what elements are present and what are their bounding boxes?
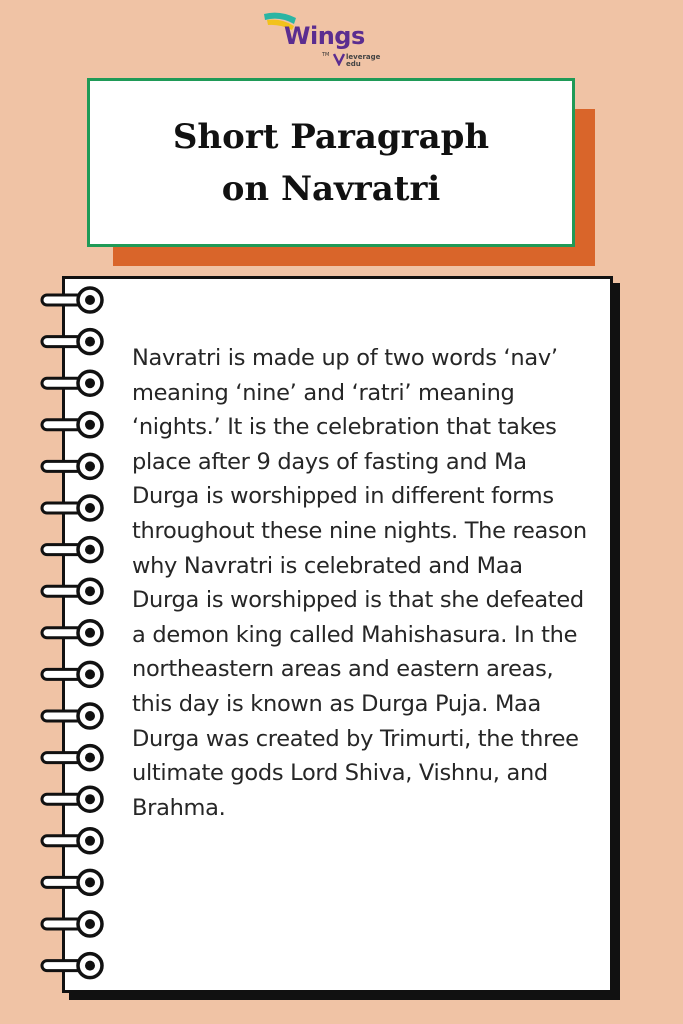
spiral-ring-icon	[42, 621, 102, 645]
spiral-ring-icon	[42, 371, 102, 395]
spiral-ring-icon	[42, 496, 102, 520]
spiral-ring-icon	[42, 288, 102, 312]
leverage-edu-label	[346, 54, 380, 68]
title-card	[87, 78, 575, 247]
notebook-page	[62, 276, 613, 993]
spiral-ring-icon	[42, 579, 102, 603]
spiral-ring-icon	[42, 454, 102, 478]
wings-logo	[262, 8, 382, 72]
spiral-ring-icon	[42, 829, 102, 853]
spiral-ring-icon	[42, 787, 102, 811]
spiral-ring-icon	[42, 954, 102, 978]
spiral-ring-icon	[42, 912, 102, 936]
brand-name: Wings	[284, 22, 365, 50]
spiral-ring-icon	[42, 746, 102, 770]
paragraph-text: Navratri is made up of two words ‘nav’ meaning ‘nine’ and ‘ratri’ meaning ‘nights.’ It is the celebration that takes place after 9 days of fasting and Ma Durga is worshipped in different forms throughout these nine nights. The reason why Navratri is celebrated and Maa Durga is worshipped is that she defeated a demon king called Mahishasura. In the northeastern areas and eastern areas, this day is known as Durga Puja. Maa Durga was created by Trimurti, the three ultimate gods Lord Shiva, Vishnu, and Brahma.	[132, 345, 587, 821]
title-line-2: on Navratri	[221, 168, 441, 209]
spiral-ring-icon	[42, 870, 102, 894]
spiral-ring-icon	[42, 662, 102, 686]
page-title	[121, 111, 541, 215]
trademark-mark: TM	[322, 52, 330, 58]
spiral-ring-icon	[42, 704, 102, 728]
spiral-ring-icon	[42, 330, 102, 354]
edu-text: edu	[346, 60, 361, 68]
spiral-binding	[38, 284, 110, 984]
spiral-ring-icon	[42, 538, 102, 562]
title-line-1: Short Paragraph	[172, 116, 490, 157]
spiral-ring-icon	[42, 413, 102, 437]
leverage-text: leverage	[346, 53, 381, 61]
leverage-check-icon	[333, 52, 345, 66]
